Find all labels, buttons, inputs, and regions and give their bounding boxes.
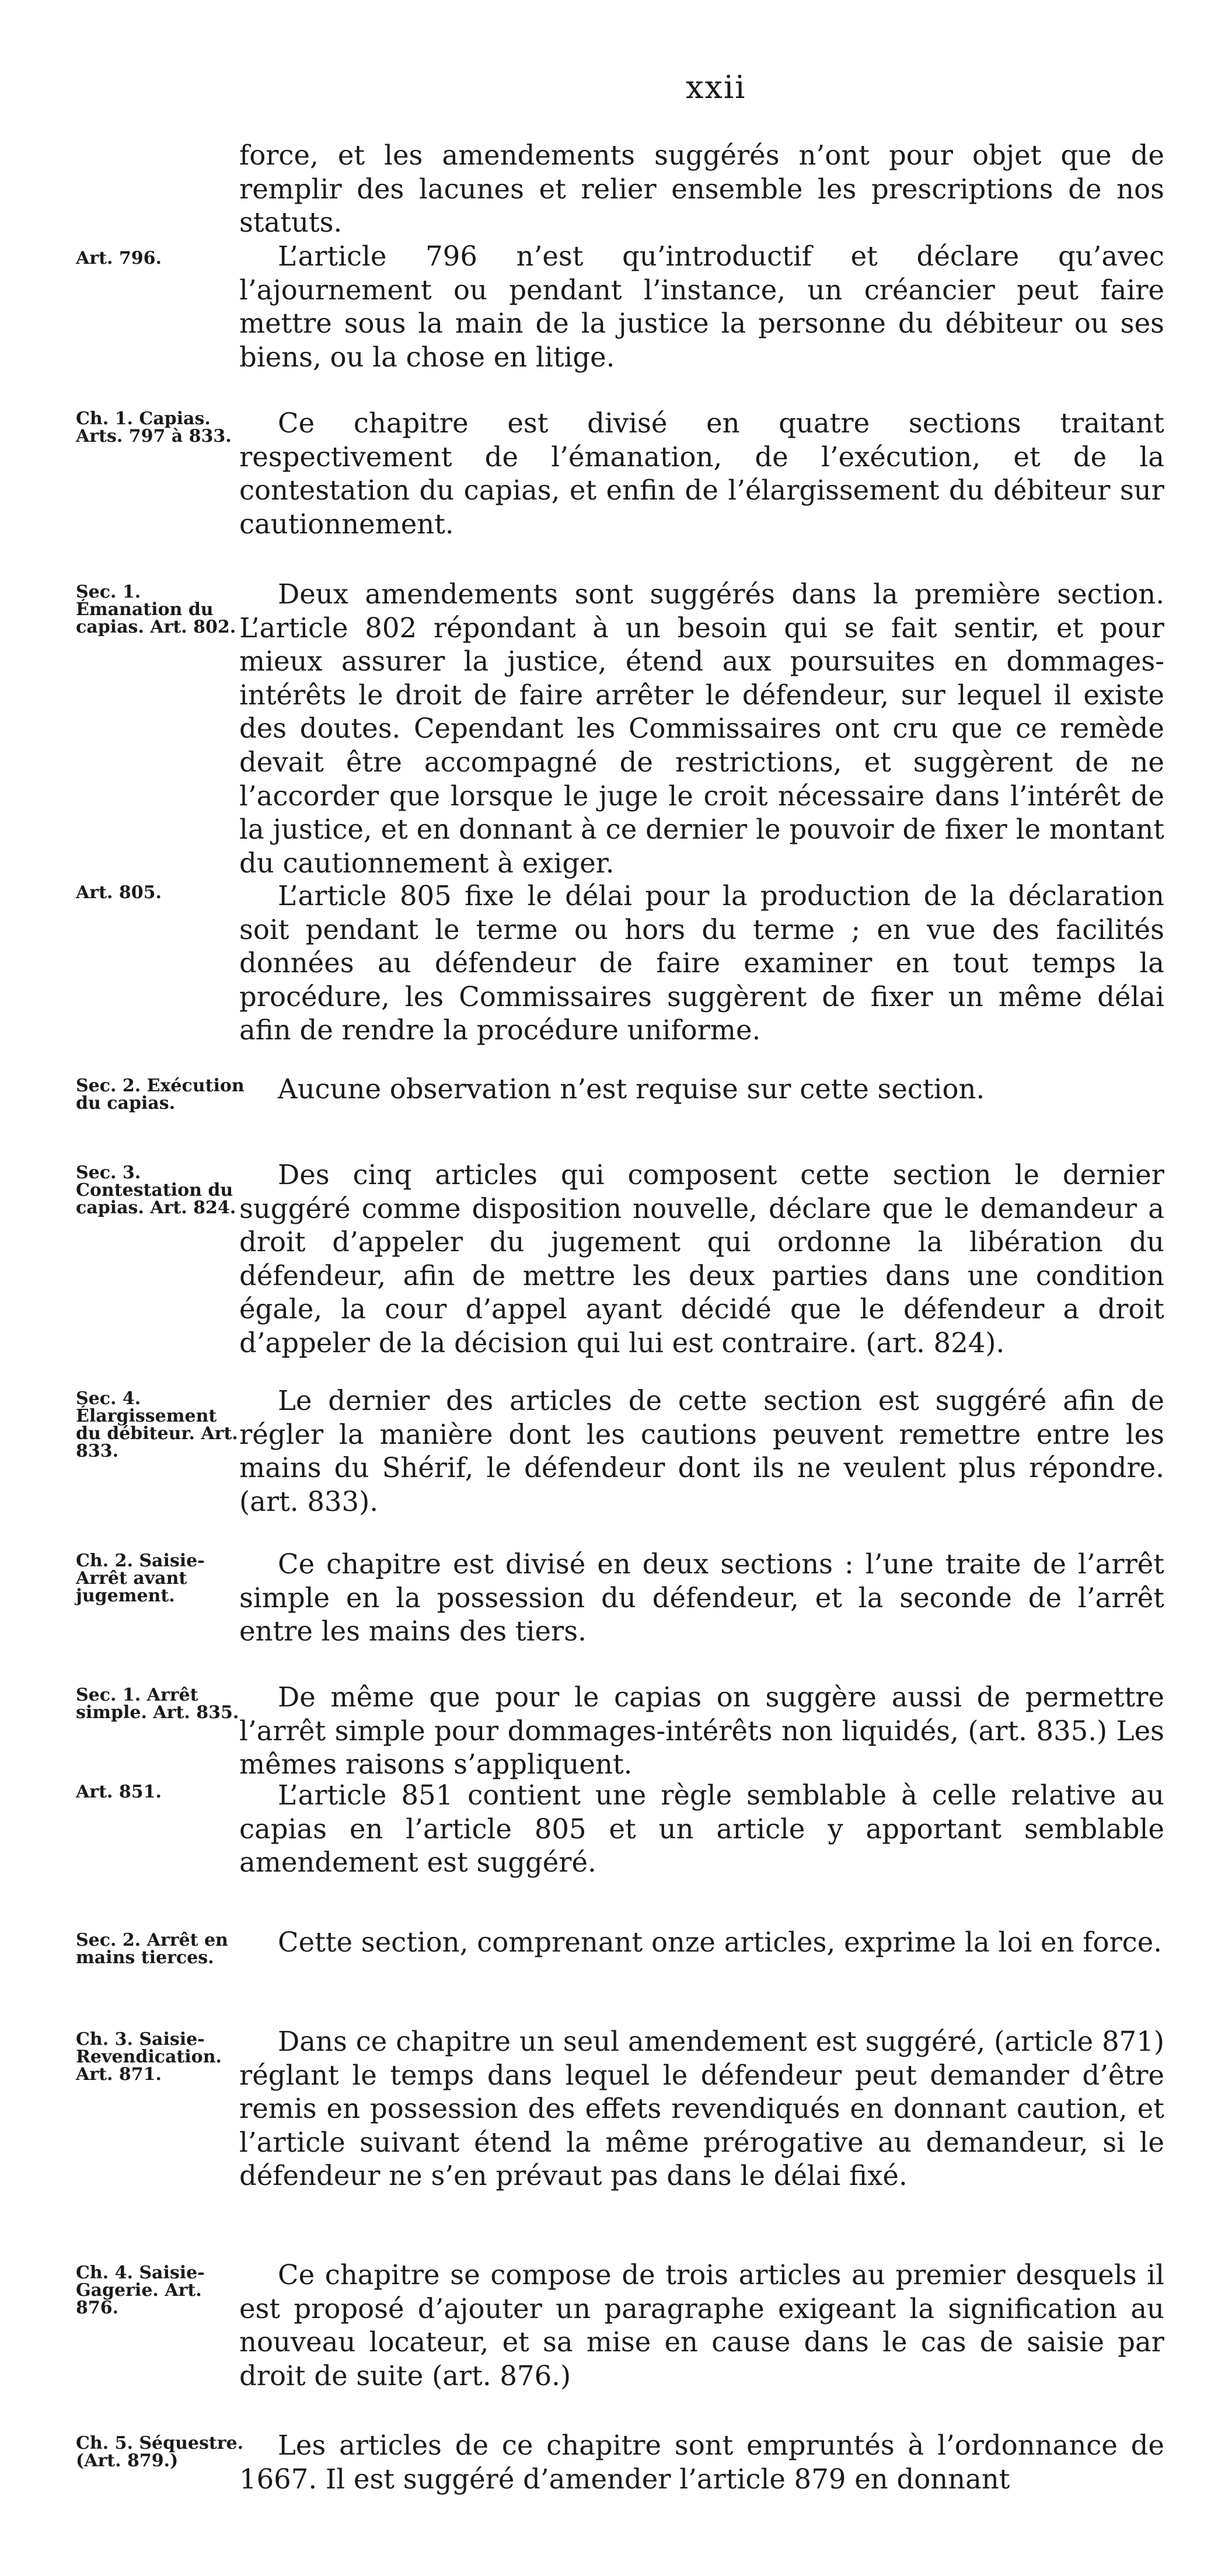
margin-note: Sec. 4. Élargissement du débiteur. Art. 833. [76,1388,238,1461]
paragraph: Ce chapitre se compose de trois articles au premier desquels il est proposé d’ajouter un paragraphe exigeant la signification au nouveau locateur, et sa mise en cause dans le cas de saisie par droit de suite (art. 876.) [239,2259,1164,2392]
paragraph: De même que pour le capias on suggère aussi de permettre l’arrêt simple pour dommages-intérêts non liquidés, (art. 835.) Les mêmes raisons s’appliquent. [239,1681,1164,1781]
margin-note: Ch. 1. Capias. Arts. 797 à 833. [76,409,232,446]
margin-note: Sec. 3. Contestation du capias. Art. 824. [76,1163,236,1218]
paragraph: Cette section, comprenant onze articles, exprime la loi en force. [278,1926,1163,1958]
margin-note: Ch. 3. Saisie-Revendication. Art. 871. [76,2029,222,2085]
paragraph: Les articles de ce chapitre sont empruntés à l’ordonnance de 1667. Il est suggéré d’amender l’article 879 en donnant [239,2430,1164,2495]
margin-note: Ch. 2. Saisie-Arrêt avant jugement. [76,1551,205,1606]
paragraph: Dans ce chapitre un seul amendement est suggéré, (article 871) réglant le temps dans lequel le défendeur peut demander d’être remis en possession des effets revendiqués en donnant caution, et l’article suivant étend la même prérogative au demandeur, si le défendeur ne s’en prévaut pas dans le délai fixé. [239,2026,1164,2192]
margin-note: Sec. 2. Arrêt en mains tierces. [76,1930,228,1968]
paragraph: L’article 851 contient une règle semblable à celle relative au capias en l’article 805 et un article y apportant semblable amendement est suggéré. [239,1779,1164,1879]
margin-note: Sec. 2. Exécution du capias. [76,1076,245,1114]
margin-note: Sec. 1. Arrêt simple. Art. 835. [76,1685,239,1723]
margin-note: Art. 805. [76,882,162,903]
margin-note: Ch. 4. Saisie-Gagerie. Art. 876. [76,2263,205,2318]
margin-note: Art. 851. [76,1782,162,1802]
paragraph: Le dernier des articles de cette section est suggéré afin de régler la manière dont les cautions peuvent remettre entre les mains du Shérif, le défendeur dont ils ne veulent plus répondre. (art. 833). [239,1385,1164,1517]
paragraph: Ce chapitre est divisé en quatre sections traitant respectivement de l’émanation, de l’exécution, et de la contestation du capias, et enfin de l’élargissement du débiteur sur cautionnement. [239,407,1164,540]
paragraph: Deux amendements sont suggérés dans la première section. L’article 802 répondant à un besoin qui se fait sentir, et pour mieux assurer la justice, étend aux poursuites en dommages-intérêts le droit de faire arrêter le défendeur, sur lequel il existe des doutes. Cependant les Commissaires ont cru que ce remède devait être accompagné de restrictions, et suggèrent de ne l’accorder que lorsque le juge le croit nécessaire dans l’intérêt de la justice, et en donnant à ce dernier le pouvoir de fixer le montant du cautionnement à exiger. [239,578,1164,879]
margin-note: Art. 796. [76,248,162,268]
paragraph: Aucune observation n’est requise sur cette section. [278,1073,985,1105]
page-number: xxii [686,69,746,106]
paragraph: force, et les amendements suggérés n’ont pour objet que de remplir des lacunes et relier ensemble les prescriptions de nos statuts. [239,139,1164,239]
paragraph: Des cinq articles qui composent cette section le dernier suggéré comme disposition nouvelle, déclare que le demandeur a droit d’appeler du jugement qui ordonne la libération du défendeur, afin de mettre les deux parties dans une condition égale, la cour d’appel ayant décidé que le défendeur a droit d’appeler de la décision qui lui est contraire. (art. 824). [239,1159,1164,1359]
paragraph: L’article 805 fixe le délai pour la production de la déclaration soit pendant le terme ou hors du terme ; en vue des facilités données au défendeur de faire examiner en tout temps la procédure, les Commissaires suggèrent de fixer un même délai afin de rendre la procédure uniforme. [239,880,1164,1046]
margin-note: Ch. 5. Séquestre. (Art. 879.) [76,2433,244,2471]
paragraph: Ce chapitre est divisé en deux sections : l’une traite de l’arrêt simple en la possession du défendeur, et la seconde de l’arrêt entre les mains des tiers. [239,1548,1164,1647]
paragraph: L’article 796 n’est qu’introductif et déclare qu’avec l’ajournement ou pendant l’instance, un créancier peut faire mettre sous la main de la justice la personne du débiteur ou ses biens, ou la chose en litige. [239,240,1164,373]
margin-note: Sec. 1. Émanation du capias. Art. 802. [76,582,236,637]
